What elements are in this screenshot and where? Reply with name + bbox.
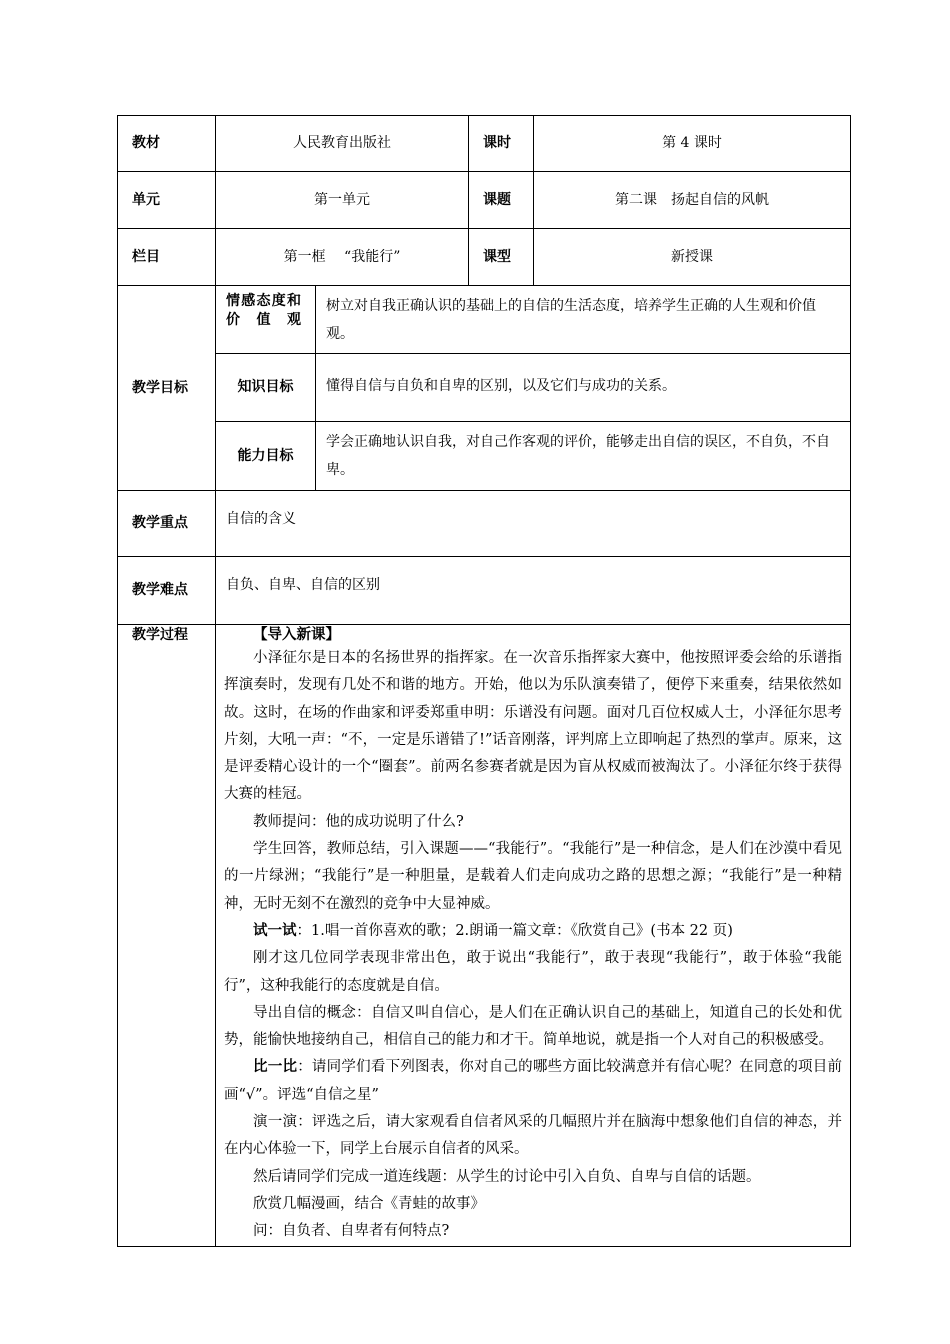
unit-value: 第一单元	[216, 172, 469, 229]
row-difficulty	[118, 557, 851, 625]
row-process	[118, 625, 851, 1247]
process-paragraph-try	[224, 918, 842, 945]
row-objective-attitude	[118, 286, 851, 354]
process-paragraph-matching: 然后请同学们完成一道连线题：从学生的讨论中引入自负、自卑与自信的话题。	[253, 1168, 761, 1185]
process-content	[216, 625, 851, 1247]
section-label: 栏目	[118, 229, 216, 286]
row-objective-ability	[118, 422, 851, 491]
attitude-text: 树立对自我正确认识的基础上的自信的生活态度，培养学生正确的人生观和价值观。	[316, 286, 851, 354]
process-paragraph-question: 教师提问：他的成功说明了什么?	[253, 813, 464, 830]
row-section	[118, 229, 851, 286]
process-paragraph-summary: 学生回答，教师总结，引入课题——“我能行”。“我能行”是一种信念，是人们在沙漠中看见的一片绿洲；“我能行”是一种胆量，是载着人们走向成功之路的思想之源；“我能行”是一种精神，无时无刻不在激烈的竞争中大显神威。	[224, 841, 842, 912]
topic-label: 课题	[469, 172, 534, 229]
process-paragraph-concept: 导出自信的概念：自信又叫自信心，是人们在正确认识自己的基础上，知道自己的长处和优势，能愉快地接纳自己，相信自己的能力和才干。简单地说，就是指一个人对自己的积极感受。	[224, 1004, 842, 1049]
process-paragraph-act: 演一演：评选之后，请大家观看自信者风采的几幅照片并在脑海中想象他们自信的神态，并在内心体验一下，同学上台展示自信者的风采。	[224, 1114, 842, 1158]
objectives-label: 教学目标	[118, 286, 216, 491]
row-objective-knowledge	[118, 354, 851, 422]
row-unit	[118, 172, 851, 229]
try-text: ：1.唱一首你喜欢的歌；2.朗诵一篇文章：《欣赏自己》(书本 22 页)	[296, 922, 733, 939]
lesson-plan-table	[117, 115, 851, 1247]
attitude-label: 情感态度和价值观	[216, 286, 316, 354]
compare-text: ：请同学们看下列图表，你对自己的哪些方面比较满意并有信心呢？在同意的项目前画“√”。评选“自信之星”	[224, 1059, 843, 1103]
topic-value: 第二课 扬起自信的风帆	[534, 172, 851, 229]
difficulty-text: 自负、自卑、自信的区别	[216, 557, 851, 625]
process-paragraph-compare	[224, 1054, 842, 1109]
key-point-label: 教学重点	[118, 491, 216, 557]
knowledge-text: 懂得自信与自负和自卑的区别，以及它们与成功的关系。	[316, 354, 851, 422]
knowledge-label: 知识目标	[216, 354, 316, 422]
process-paragraph-story: 小泽征尔是日本的名扬世界的指挥家。在一次音乐指挥家大赛中，他按照评委会给的乐谱指挥演奏时，发现有几处不和谐的地方。开始，他以为乐队演奏错了，便停下来重奏，结果依然如故。这时，在场的作曲家和评委郑重申明：乐谱没有问题。面对几百位权威人士，小泽征尔思考片刻，大吼一声：“不，一定是乐谱错了!”话音刚落，评判席上立即响起了热烈的掌声。原来，这是评委精心设计的一个“圈套”。前两名参赛者就是因为盲从权威而被淘汰了。小泽征尔终于获得大赛的桂冠。	[224, 650, 842, 803]
unit-label: 单元	[118, 172, 216, 229]
process-paragraph-final-question: 问：自负者、自卑者有何特点?	[253, 1223, 450, 1240]
row-textbook	[118, 116, 851, 172]
ability-label: 能力目标	[216, 422, 316, 491]
type-value: 新授课	[534, 229, 851, 286]
type-label: 课型	[469, 229, 534, 286]
compare-label: 比一比	[253, 1059, 298, 1076]
period-value: 第 4 课时	[534, 116, 851, 172]
textbook-value: 人民教育出版社	[216, 116, 469, 172]
process-paragraph-attitude: 刚才这几位同学表现非常出色，敢于说出“我能行”，敢于表现“我能行”，敢于体验“我能行”，这种我能行的态度就是自信。	[224, 950, 842, 994]
row-key-point	[118, 491, 851, 557]
ability-text: 学会正确地认识自我，对自己作客观的评价，能够走出自信的误区，不自负，不自卑。	[316, 422, 851, 491]
textbook-label: 教材	[118, 116, 216, 172]
try-label: 试一试	[253, 922, 297, 939]
key-point-text: 自信的含义	[216, 491, 851, 557]
section-value: 第一框 “我能行”	[216, 229, 469, 286]
process-label: 教学过程	[118, 625, 216, 1247]
process-paragraph-comics: 欣赏几幅漫画，结合《青蛙的故事》	[253, 1195, 485, 1212]
process-heading: 【导入新课】	[253, 627, 340, 643]
difficulty-label: 教学难点	[118, 557, 216, 625]
period-label: 课时	[469, 116, 534, 172]
